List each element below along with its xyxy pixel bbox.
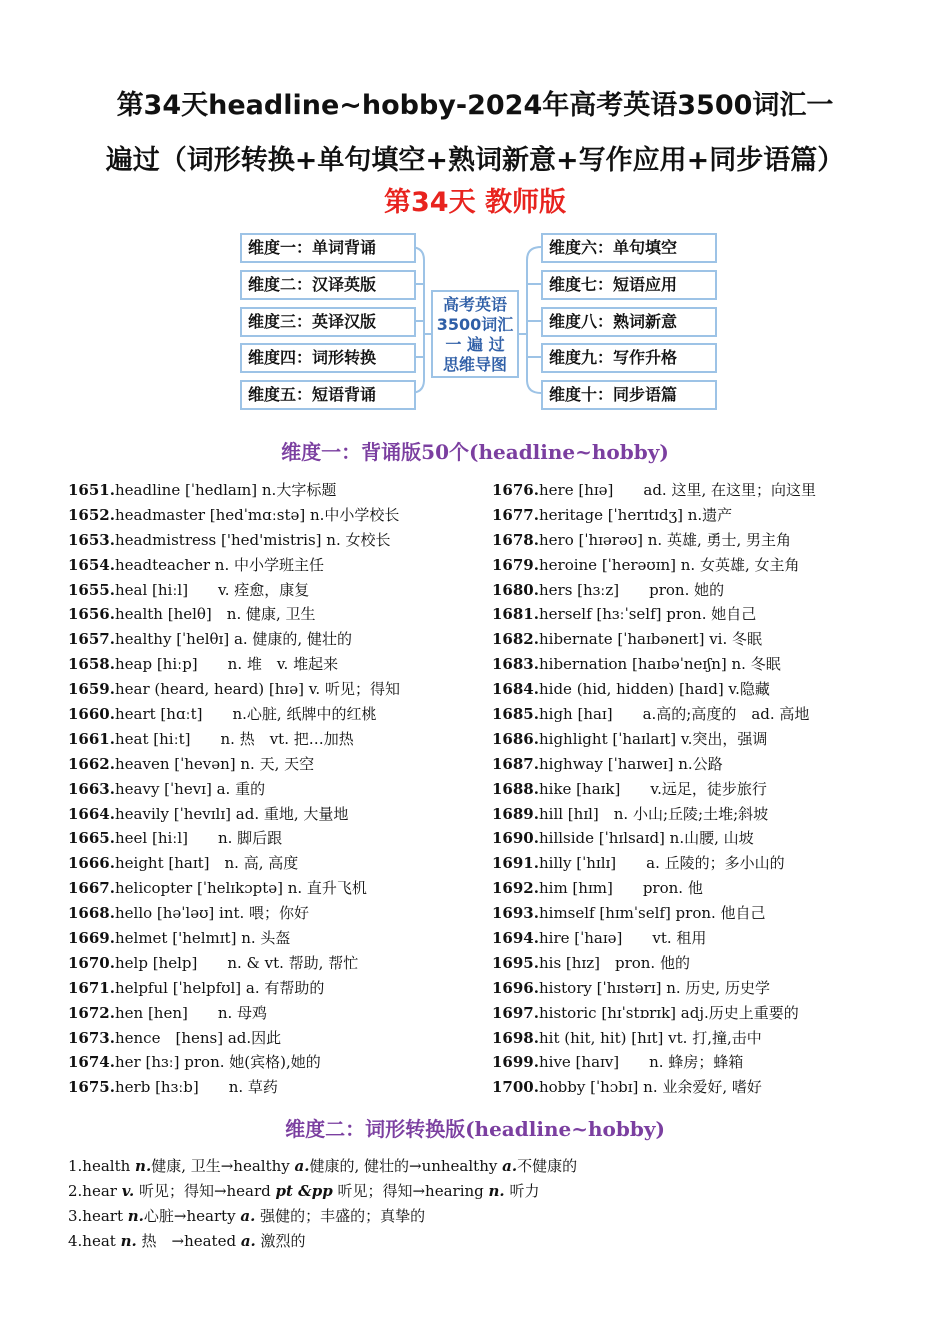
vocab-entry-text: headteacher n. 中小学班主任 [114,555,324,574]
vocab-entry-text: high [haɪ] a.高的;高度的 ad. 高地 [538,705,810,724]
part-of-speech: v. [121,1182,135,1200]
vocab-entry-text: hike [haɪk] v.远足，徒步旅行 [538,779,767,798]
vocab-entry [492,553,912,578]
mindmap-center-line-3: 一 遍 过 [445,335,505,354]
vocab-entry-text: hibernate [ˈhaɪbəneɪt] vi. 冬眠 [538,630,763,649]
mindmap-left-item-3: 维度三：英译汉版 [240,307,416,337]
vocab-entry [68,851,478,876]
vocab-entry [68,752,478,777]
vocab-entry-text: hers [hɜːz] pron. 她的 [538,580,725,599]
vocab-entry [492,876,912,901]
part-of-speech: n. [127,1207,144,1225]
vocab-entry-number: 1688. [492,779,539,798]
vocab-entry [492,1001,912,1026]
vocab-entry-text: heart [hɑːt] n.心脏, 纸牌中的红桃 [114,705,377,724]
vocab-entry [492,1026,912,1051]
vocab-entry-text: heel [hiːl] n. 脚后跟 [114,829,283,848]
vocab-list-right [492,478,912,1100]
mindmap-center-line-1: 高考英语 [442,295,507,314]
mindmap-right-item-1: 维度六：单句填空 [541,233,717,263]
vocab-entry [68,627,478,652]
vocab-entry-number: 1663. [68,779,115,798]
vocab-entry [492,652,912,677]
vocab-entry [492,976,912,1001]
vocab-entry-text: hide (hid, hidden) [haɪd] v.隐藏 [538,680,770,699]
vocab-entry-number: 1662. [68,754,115,773]
vocab-entry-number: 1696. [492,978,539,997]
word-form-text: 不健康的 [517,1157,578,1175]
mindmap-right-item-3: 维度八：熟词新意 [541,307,717,337]
vocab-entry-number: 1669. [68,929,115,948]
word-form-text: 听力 [504,1182,540,1200]
vocab-entry-text: hive [haɪv] n. 蜂房；蜂箱 [538,1053,744,1072]
vocab-entry-number: 1659. [68,680,115,699]
teacher-edition-subtitle: 第34天 教师版 [384,187,566,218]
vocab-entry [68,1075,478,1100]
vocab-entry-number: 1679. [492,555,539,574]
vocab-entry-number: 1660. [68,705,115,724]
page-title [40,78,910,188]
vocab-entry-number: 1697. [492,1003,539,1022]
vocab-entry [68,602,478,627]
vocab-entry-number: 1682. [492,630,539,649]
word-form-text: 强健的；丰盛的；真挚的 [255,1207,426,1225]
vocab-entry [492,727,912,752]
word-form-text: 听见；得知→heard [134,1182,276,1200]
vocab-entry-number: 1689. [492,804,539,823]
part-of-speech: a. [240,1207,256,1225]
vocab-entry-text: heavy [ˈhevɪ] a. 重的 [114,779,266,798]
vocab-entry-number: 1676. [492,481,539,499]
title-line-2: 遍过（词形转换+单句填空+熟词新意+写作应用+同步语篇） [105,145,845,176]
word-form-text: 3.heart [68,1207,128,1225]
section-2-heading: 维度二：词形转换版(headline~hobby) [285,1117,665,1141]
vocab-entry-text: hillside [ˈhɪlsaɪd] n.山腰, 山坡 [538,829,754,848]
vocab-entry-number: 1668. [68,904,115,923]
vocab-entry-number: 1700. [492,1078,539,1097]
vocab-entry-text: heritage [ˈherɪtɪdʒ] n.遗产 [538,505,733,524]
vocab-entry-number: 1661. [68,729,115,748]
part-of-speech: a. [240,1232,256,1250]
vocab-entry-text: here [hɪə] ad. 这里, 在这里；向这里 [538,481,816,499]
mindmap-right-item-2: 维度七：短语应用 [541,270,717,300]
vocab-entry-number: 1684. [492,680,539,699]
vocab-entry [492,752,912,777]
vocab-entry-number: 1677. [492,505,539,524]
vocab-entry-number: 1652. [68,505,115,524]
vocab-entry [68,652,478,677]
section-1-heading: 维度一：背诵版50个(headline~hobby) [281,440,669,464]
vocab-entry [492,802,912,827]
vocab-entry-number: 1658. [68,655,115,674]
vocab-entry-text: help [help] n. & vt. 帮助, 帮忙 [114,953,359,972]
right-bracket [527,247,541,393]
vocab-entry-text: health [helθ] n. 健康, 卫生 [114,605,316,624]
vocab-entry [68,677,478,702]
vocab-entry [68,901,478,926]
vocab-entry-text: hobby [ˈhɔbɪ] n. 业余爱好, 嗜好 [538,1078,762,1097]
vocab-entry-number: 1686. [492,729,539,748]
vocab-entry-number: 1692. [492,879,539,898]
vocab-entry [68,578,478,603]
vocab-entry-text: helicopter [ˈhelɪkɔptə] n. 直升飞机 [114,879,367,898]
mindmap-left-item-1: 维度一：单词背诵 [240,233,416,263]
vocab-entry-text: healthy [ˈhelθɪ] a. 健康的, 健壮的 [114,630,352,649]
vocab-entry-number: 1671. [68,978,115,997]
vocab-entry-text: headmaster [hedˈmɑːstə] n.中小学校长 [114,505,400,524]
vocab-entry [68,777,478,802]
vocab-entry [68,727,478,752]
vocab-entry-text: heal [hiːl] v. 痊愈，康复 [114,580,310,599]
mindmap-right-item-5: 维度十：同步语篇 [541,380,717,410]
vocab-entry-number: 1678. [492,530,539,549]
mindmap-center-line-2: 3500词汇 [436,315,514,334]
word-form-text: 健康, 卫生→healthy [151,1157,295,1175]
vocab-entry-text: hello [həˈləʊ] int. 喂；你好 [114,904,310,923]
vocab-entry [492,901,912,926]
vocab-entry [68,802,478,827]
vocab-entry-text: hilly [ˈhɪlɪ] a. 丘陵的；多小山的 [538,854,785,873]
part-of-speech: n. [120,1232,137,1250]
word-form-text: 心脏→hearty [143,1207,241,1225]
vocab-entry-text: himself [hɪmˈself] pron. 他自己 [538,904,766,923]
vocab-entry-text: herself [hɜːˈself] pron. 她自己 [538,605,757,624]
vocab-entry-number: 1695. [492,953,539,972]
vocab-entry [68,528,478,553]
vocab-entry-number: 1656. [68,605,115,624]
vocab-entry-text: hill [hɪl] n. 小山;丘陵;土堆;斜坡 [538,804,769,823]
vocab-entry-number: 1665. [68,829,115,848]
vocab-entry-number: 1654. [68,555,115,574]
mindmap-left-item-5: 维度五：短语背诵 [240,380,416,410]
vocab-entry-text: heat [hiːt] n. 热 vt. 把…加热 [114,729,354,748]
vocab-entry [492,677,912,702]
vocab-entry-number: 1694. [492,929,539,948]
word-form-text: 激烈的 [255,1232,306,1250]
part-of-speech: n. [488,1182,505,1200]
mindmap-center-line-4: 思维导图 [442,355,507,374]
vocab-entry [68,478,478,503]
vocab-entry-text: her [hɜː] pron. 她(宾格),她的 [114,1053,321,1072]
vocab-entry-number: 1664. [68,804,115,823]
vocab-entry [68,553,478,578]
vocab-entry [68,1001,478,1026]
vocab-entry-number: 1683. [492,655,539,674]
vocab-entry-number: 1655. [68,580,115,599]
vocab-entry-text: hear (heard, heard) [hɪə] v. 听见；得知 [114,680,400,699]
vocab-entry [68,976,478,1001]
vocab-entry [492,1050,912,1075]
vocab-entry-number: 1653. [68,530,115,549]
word-form-text: 听见；得知→hearing [332,1182,489,1200]
vocab-entry [68,702,478,727]
vocab-entry-text: helpful [ˈhelpfʊl] a. 有帮助的 [114,978,325,997]
title-line-1: 第34天headline~hobby-2024年高考英语3500词汇一 [116,90,834,121]
vocab-entry-text: historic [hɪˈstɒrɪk] adj.历史上重要的 [538,1003,799,1022]
word-form-text: 热 →heated [136,1232,241,1250]
vocab-entry-number: 1681. [492,605,539,624]
vocab-entry-number: 1680. [492,580,539,599]
vocab-entry-text: hero [ˈhɪərəʊ] n. 英雄, 勇士, 男主角 [538,530,792,549]
vocab-entry-number: 1691. [492,854,539,873]
vocab-entry [492,1075,912,1100]
vocab-entry-number: 1687. [492,754,539,773]
vocab-entry-number: 1670. [68,953,115,972]
vocab-entry-text: hence [hens] ad.因此 [114,1028,282,1047]
vocab-entry-number: 1673. [68,1028,115,1047]
vocab-entry-text: heavily [ˈhevɪlɪ] ad. 重地, 大量地 [114,804,349,823]
word-form-item [68,1154,577,1179]
vocab-entry [492,926,912,951]
mindmap-left-item-4: 维度四：词形转换 [240,343,416,373]
vocab-list-left [68,478,478,1100]
vocab-entry [68,503,478,528]
vocab-entry-text: hibernation [haɪbəˈneɪʃn] n. 冬眠 [538,655,781,674]
vocab-entry-number: 1685. [492,705,539,724]
vocab-entry-number: 1657. [68,630,115,649]
vocab-entry-number: 1666. [68,854,115,873]
vocab-entry-number: 1667. [68,879,115,898]
word-form-text: 1.health [68,1157,136,1175]
vocab-entry-number: 1651. [68,481,115,499]
part-of-speech: a. [294,1157,310,1175]
vocab-entry-number: 1698. [492,1028,539,1047]
vocab-entry-text: him [hɪm] pron. 他 [538,879,703,898]
vocab-entry-text: his [hɪz] pron. 他的 [538,953,690,972]
mindmap-left-item-2: 维度二：汉译英版 [240,270,416,300]
vocab-entry-text: heap [hiːp] n. 堆 v. 堆起来 [114,655,339,674]
vocab-entry [68,1026,478,1051]
vocab-entry [68,876,478,901]
vocab-entry-text: highlight [ˈhaɪlaɪt] v.突出，强调 [538,729,768,748]
vocab-entry-text: hire [ˈhaɪə] vt. 租用 [538,929,707,948]
vocab-entry-text: heroine [ˈherəʊɪn] n. 女英雄, 女主角 [538,555,800,574]
vocab-entry-text: headline [ˈhedlaɪn] n.大字标题 [114,481,337,499]
vocab-entry [68,1050,478,1075]
vocab-entry-number: 1675. [68,1078,115,1097]
vocab-entry [492,826,912,851]
vocab-entry-text: hen [hen] n. 母鸡 [114,1003,268,1022]
vocab-entry [68,926,478,951]
vocab-entry [68,826,478,851]
vocab-entry-text: helmet ['helmɪt] n. 头盔 [114,929,291,948]
vocab-entry-number: 1674. [68,1053,115,1072]
vocab-entry [68,951,478,976]
word-form-text: 健康的, 健壮的→unhealthy [309,1157,503,1175]
vocab-entry-text: herb [hɜːb] n. 草药 [114,1078,278,1097]
word-form-text: 2.hear [68,1182,122,1200]
vocab-entry [492,578,912,603]
vocab-entry [492,503,912,528]
vocab-entry-text: heaven [ˈhevən] n. 天, 天空 [114,754,315,773]
vocab-entry [492,702,912,727]
part-of-speech: n. [135,1157,152,1175]
vocab-entry-text: headmistress ['hed'mistris] n. 女校长 [114,530,391,549]
vocab-entry-text: highway [ˈhaɪweɪ] n.公路 [538,754,723,773]
vocab-entry [492,777,912,802]
part-of-speech: a. [502,1157,518,1175]
vocab-entry [492,951,912,976]
vocab-entry-text: height [haɪt] n. 高, 高度 [114,854,299,873]
word-form-text: 4.heat [68,1232,121,1250]
vocab-entry [492,851,912,876]
vocab-entry-number: 1672. [68,1003,115,1022]
word-form-item [68,1204,577,1229]
vocab-entry [492,478,912,503]
word-form-list [68,1154,577,1254]
mindmap-right-item-4: 维度九：写作升格 [541,343,717,373]
vocab-entry [492,528,912,553]
vocab-entry-number: 1699. [492,1053,539,1072]
vocab-entry [492,602,912,627]
word-form-item [68,1229,577,1254]
vocab-entry-text: history [ˈhɪstərɪ] n. 历史, 历史学 [538,978,770,997]
vocab-entry-number: 1690. [492,829,539,848]
part-of-speech: pt &pp [275,1182,333,1200]
word-form-item [68,1179,577,1204]
mindmap-center [431,290,519,378]
vocab-entry-text: hit (hit, hit) [hɪt] vt. 打,撞,击中 [538,1028,762,1047]
vocab-entry [492,627,912,652]
vocab-entry-number: 1693. [492,904,539,923]
